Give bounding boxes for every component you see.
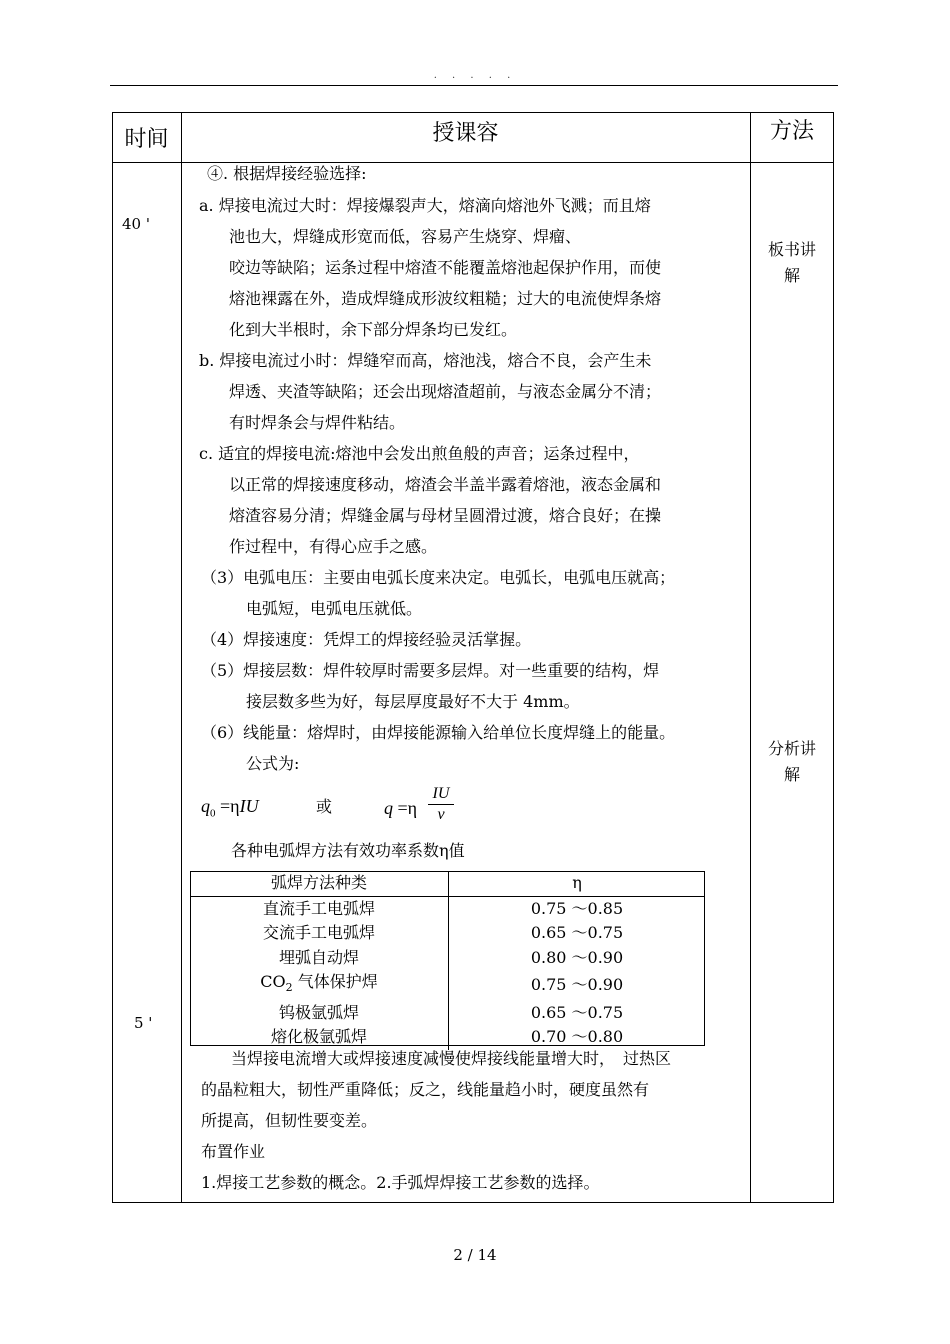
method-line: 解 (783, 765, 800, 784)
method-note (752, 736, 832, 788)
content-line: 以正常的焊接速度移动，熔渣会半盖半露着熔池，液态金属和 (229, 475, 662, 494)
content-line: 熔池裸露在外，造成焊缝成形波纹粗糙；过大的电流使焊条熔 (229, 289, 662, 308)
content-line: （4）焊接速度：凭焊工的焊接经验灵活掌握。 (201, 630, 532, 649)
table-row (190, 896, 705, 921)
table-row (190, 946, 705, 971)
table-row (190, 1001, 705, 1026)
header-method: 方法 (769, 119, 814, 144)
column-divider-time (181, 112, 182, 1203)
content-line: 接层数多些为好，每层厚度最好不大于 4mm。 (246, 692, 580, 711)
content-line: 池也大，焊缝成形宽而低，容易产生烧穿、焊瘤、 (229, 227, 582, 246)
formula-symbol: η (407, 798, 418, 818)
method-text: CO (260, 972, 286, 992)
value-cell: 0.75 ～0.85 (530, 898, 624, 918)
value-cell: 0.80 ～0.90 (530, 948, 624, 968)
header-time: 时间 (124, 127, 169, 152)
content-line: 焊透、夹渣等缺陷；还会出现熔渣超前，与液态金属分不清； (229, 382, 662, 401)
header-content: 授课容 (432, 121, 499, 146)
method-subscript: 2 (285, 981, 293, 995)
page-header-dots: . . . . . (433, 70, 517, 81)
formula-symbol: η (230, 796, 240, 816)
formula-symbol: q (384, 798, 393, 818)
method-cell (190, 970, 449, 1000)
formula-symbol: = (220, 796, 231, 816)
content-line: c. 适宜的焊接电流:熔池中会发出煎鱼般的声音；运条过程中， (199, 444, 640, 463)
content-line: 布置作业 (201, 1142, 266, 1161)
formula-or: 或 (316, 797, 333, 816)
content-line: （6）线能量：熔焊时，由焊接能源输入给单位长度焊缝上的能量。 (201, 723, 676, 742)
content-line: ④. 根据焊接经验选择: (207, 164, 367, 183)
content-line: 的晶粒粗大，韧性严重降低；反之，线能量趋小时，硬度虽然有 (201, 1080, 650, 1099)
content-line: b. 焊接电流过小时：焊缝窄而高，熔池浅，熔合不良，会产生未 (199, 351, 652, 370)
content-line: 所提高，但韧性要变差。 (201, 1111, 378, 1130)
formula-symbol: = (397, 798, 408, 818)
content-line: 当焊接电流增大或焊接速度减慢使焊接线能量增大时， 过热区 (231, 1049, 672, 1068)
content-line: （5）焊接层数：焊件较厚时需要多层焊。对一些重要的结构，焊 (201, 661, 660, 680)
table-row (190, 1025, 705, 1050)
table-header-cell: η (449, 871, 706, 896)
header-rule (110, 85, 838, 86)
table-row (190, 921, 705, 946)
method-cell: 交流手工电弧焊 (190, 921, 449, 946)
formula-symbol: q (201, 796, 210, 816)
method-cell: 钨极氩弧焊 (190, 1001, 449, 1026)
table-row (190, 970, 705, 1000)
value-cell: 0.75 ～0.90 (530, 975, 624, 995)
content-line: 咬边等缺陷；运条过程中熔渣不能覆盖熔池起保护作用，而使 (229, 258, 662, 277)
method-cell: 熔化极氩弧焊 (190, 1025, 449, 1050)
method-line: 板书讲 (767, 240, 816, 259)
formula-subscript: 0 (210, 807, 216, 820)
content-line: 公式为: (246, 754, 300, 773)
value-cell: 0.65 ～0.75 (530, 1002, 624, 1022)
content-line: 电弧短，电弧电压就低。 (246, 599, 423, 618)
formula-q0 (201, 796, 259, 820)
method-note (752, 237, 832, 289)
time-value: 40 ' (122, 215, 150, 233)
time-value: 5 ' (134, 1014, 153, 1032)
content-line: 作过程中，有得心应手之感。 (229, 537, 438, 556)
formula-denominator: v (437, 806, 445, 823)
content-line: 1.焊接工艺参数的概念。2.手弧焊焊接工艺参数的选择。 (201, 1173, 600, 1192)
column-divider-method (750, 112, 751, 1203)
content-line: a. 焊接电流过大时：焊接爆裂声大，熔滴向熔池外飞溅；而且熔 (199, 196, 651, 215)
formula-numerator: IU (428, 784, 454, 805)
efficiency-table (190, 871, 705, 1050)
value-cell: 0.65 ～0.75 (530, 923, 624, 943)
formula-fraction (428, 784, 454, 825)
formula-symbol: IU (239, 796, 259, 816)
eta-caption: 各种电弧焊方法有效功率系数η值 (231, 841, 465, 860)
page-number: 2 / 14 (453, 1246, 497, 1264)
method-cell: 埋弧自动焊 (190, 946, 449, 971)
value-cell: 0.70 ～0.80 (530, 1027, 624, 1047)
content-line: 有时焊条会与焊件粘结。 (229, 413, 406, 432)
formula-q (384, 798, 417, 819)
content-line: （3）电弧电压：主要由电弧长度来决定。电弧长，电弧电压就高； (201, 568, 676, 587)
method-text: 气体保护焊 (292, 972, 378, 992)
table-header-cell: 弧焊方法种类 (190, 871, 449, 896)
method-cell: 直流手工电弧焊 (190, 896, 449, 921)
method-line: 分析讲 (767, 739, 816, 758)
content-line: 熔渣容易分清；焊缝金属与母材呈圆滑过渡，熔合良好；在操 (229, 506, 662, 525)
content-line: 化到大半根时，余下部分焊条均已发红。 (229, 320, 518, 339)
method-line: 解 (783, 266, 800, 285)
